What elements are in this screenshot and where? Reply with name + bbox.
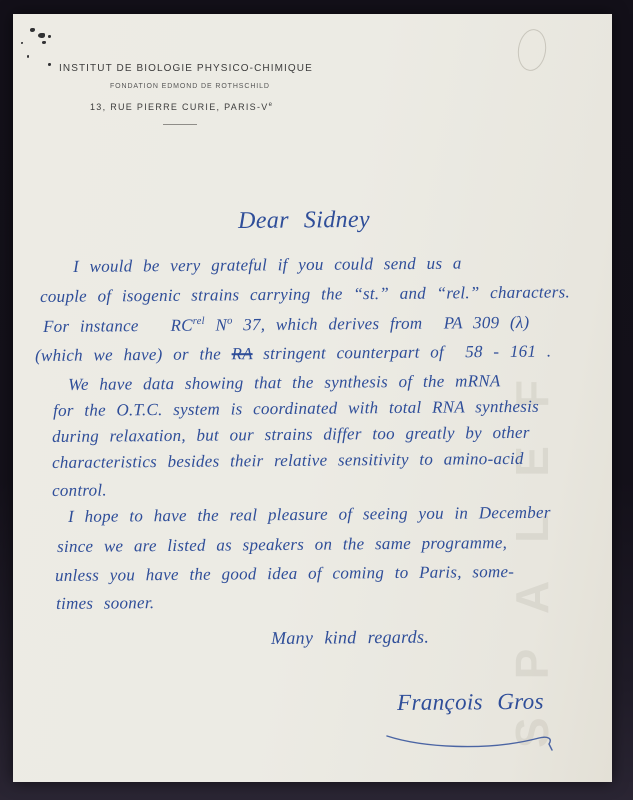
body-line-p3-4: times sooner. (56, 593, 155, 613)
line-text: For instance RC (43, 315, 193, 336)
salutation: Dear Sidney (238, 206, 371, 234)
superscript-rel: rel (192, 315, 205, 328)
body-line-p2-4: characteristics besides their relative sensitivity to amino-acid (52, 448, 524, 472)
body-line-p2-3: during relaxation, but our strains differ too greatly by other (52, 422, 530, 446)
ink-speck (48, 35, 51, 38)
line-text: (which we have) or the (35, 344, 232, 365)
paper-watermark: SPALEF (506, 341, 558, 748)
superscript-o: o (227, 315, 233, 327)
embossed-seal (515, 27, 549, 72)
signature-flourish (381, 712, 566, 760)
body-line-p1-2: couple of isogenic strains carrying the “st.” and “rel.” characters. (40, 282, 570, 306)
address-superscript: e (268, 102, 274, 108)
letter-paper (13, 14, 612, 782)
body-line-p2-2: for the O.T.C. system is coordinated with total RNA synthesis (53, 396, 540, 420)
institute-name: INSTITUT DE BIOLOGIE PHYSICO-CHIMIQUE (59, 63, 313, 74)
body-line-p2-5: control. (52, 480, 107, 500)
body-line-p2-1: We have data showing that the synthesis of the mRNA (68, 371, 501, 394)
body-line-p1-3 (43, 313, 529, 337)
address-line (90, 102, 273, 112)
crossed-out-word: RA (231, 344, 253, 364)
ink-speck (27, 55, 29, 58)
signature: François Gros (397, 688, 544, 715)
ink-speck (48, 63, 51, 66)
body-line-p3-2: since we are listed as speakers on the same programme, (57, 533, 508, 556)
closing: Many kind regards. (271, 626, 430, 648)
foundation-name: FONDATION EDMOND DE ROTHSCHILD (110, 83, 270, 90)
ink-speck (42, 41, 46, 44)
letterhead-divider (163, 124, 197, 125)
ink-speck (38, 33, 45, 38)
body-line-p1-4 (35, 341, 551, 366)
body-line-p1-1: I would be very grateful if you could send us a (73, 253, 462, 276)
ink-speck (30, 28, 35, 32)
line-text: stringent counterpart of 58 - 161 . (252, 341, 552, 364)
line-text: 37, which derives from PA 309 (λ) (232, 312, 530, 335)
line-text: N (204, 315, 228, 335)
ink-speck (21, 42, 23, 44)
body-line-p3-1: I hope to have the real pleasure of seeing you in December (68, 502, 551, 526)
address-text: 13, RUE PIERRE CURIE, PARIS-V (90, 102, 269, 112)
body-line-p3-3: unless you have the good idea of coming to Paris, some- (55, 561, 515, 585)
